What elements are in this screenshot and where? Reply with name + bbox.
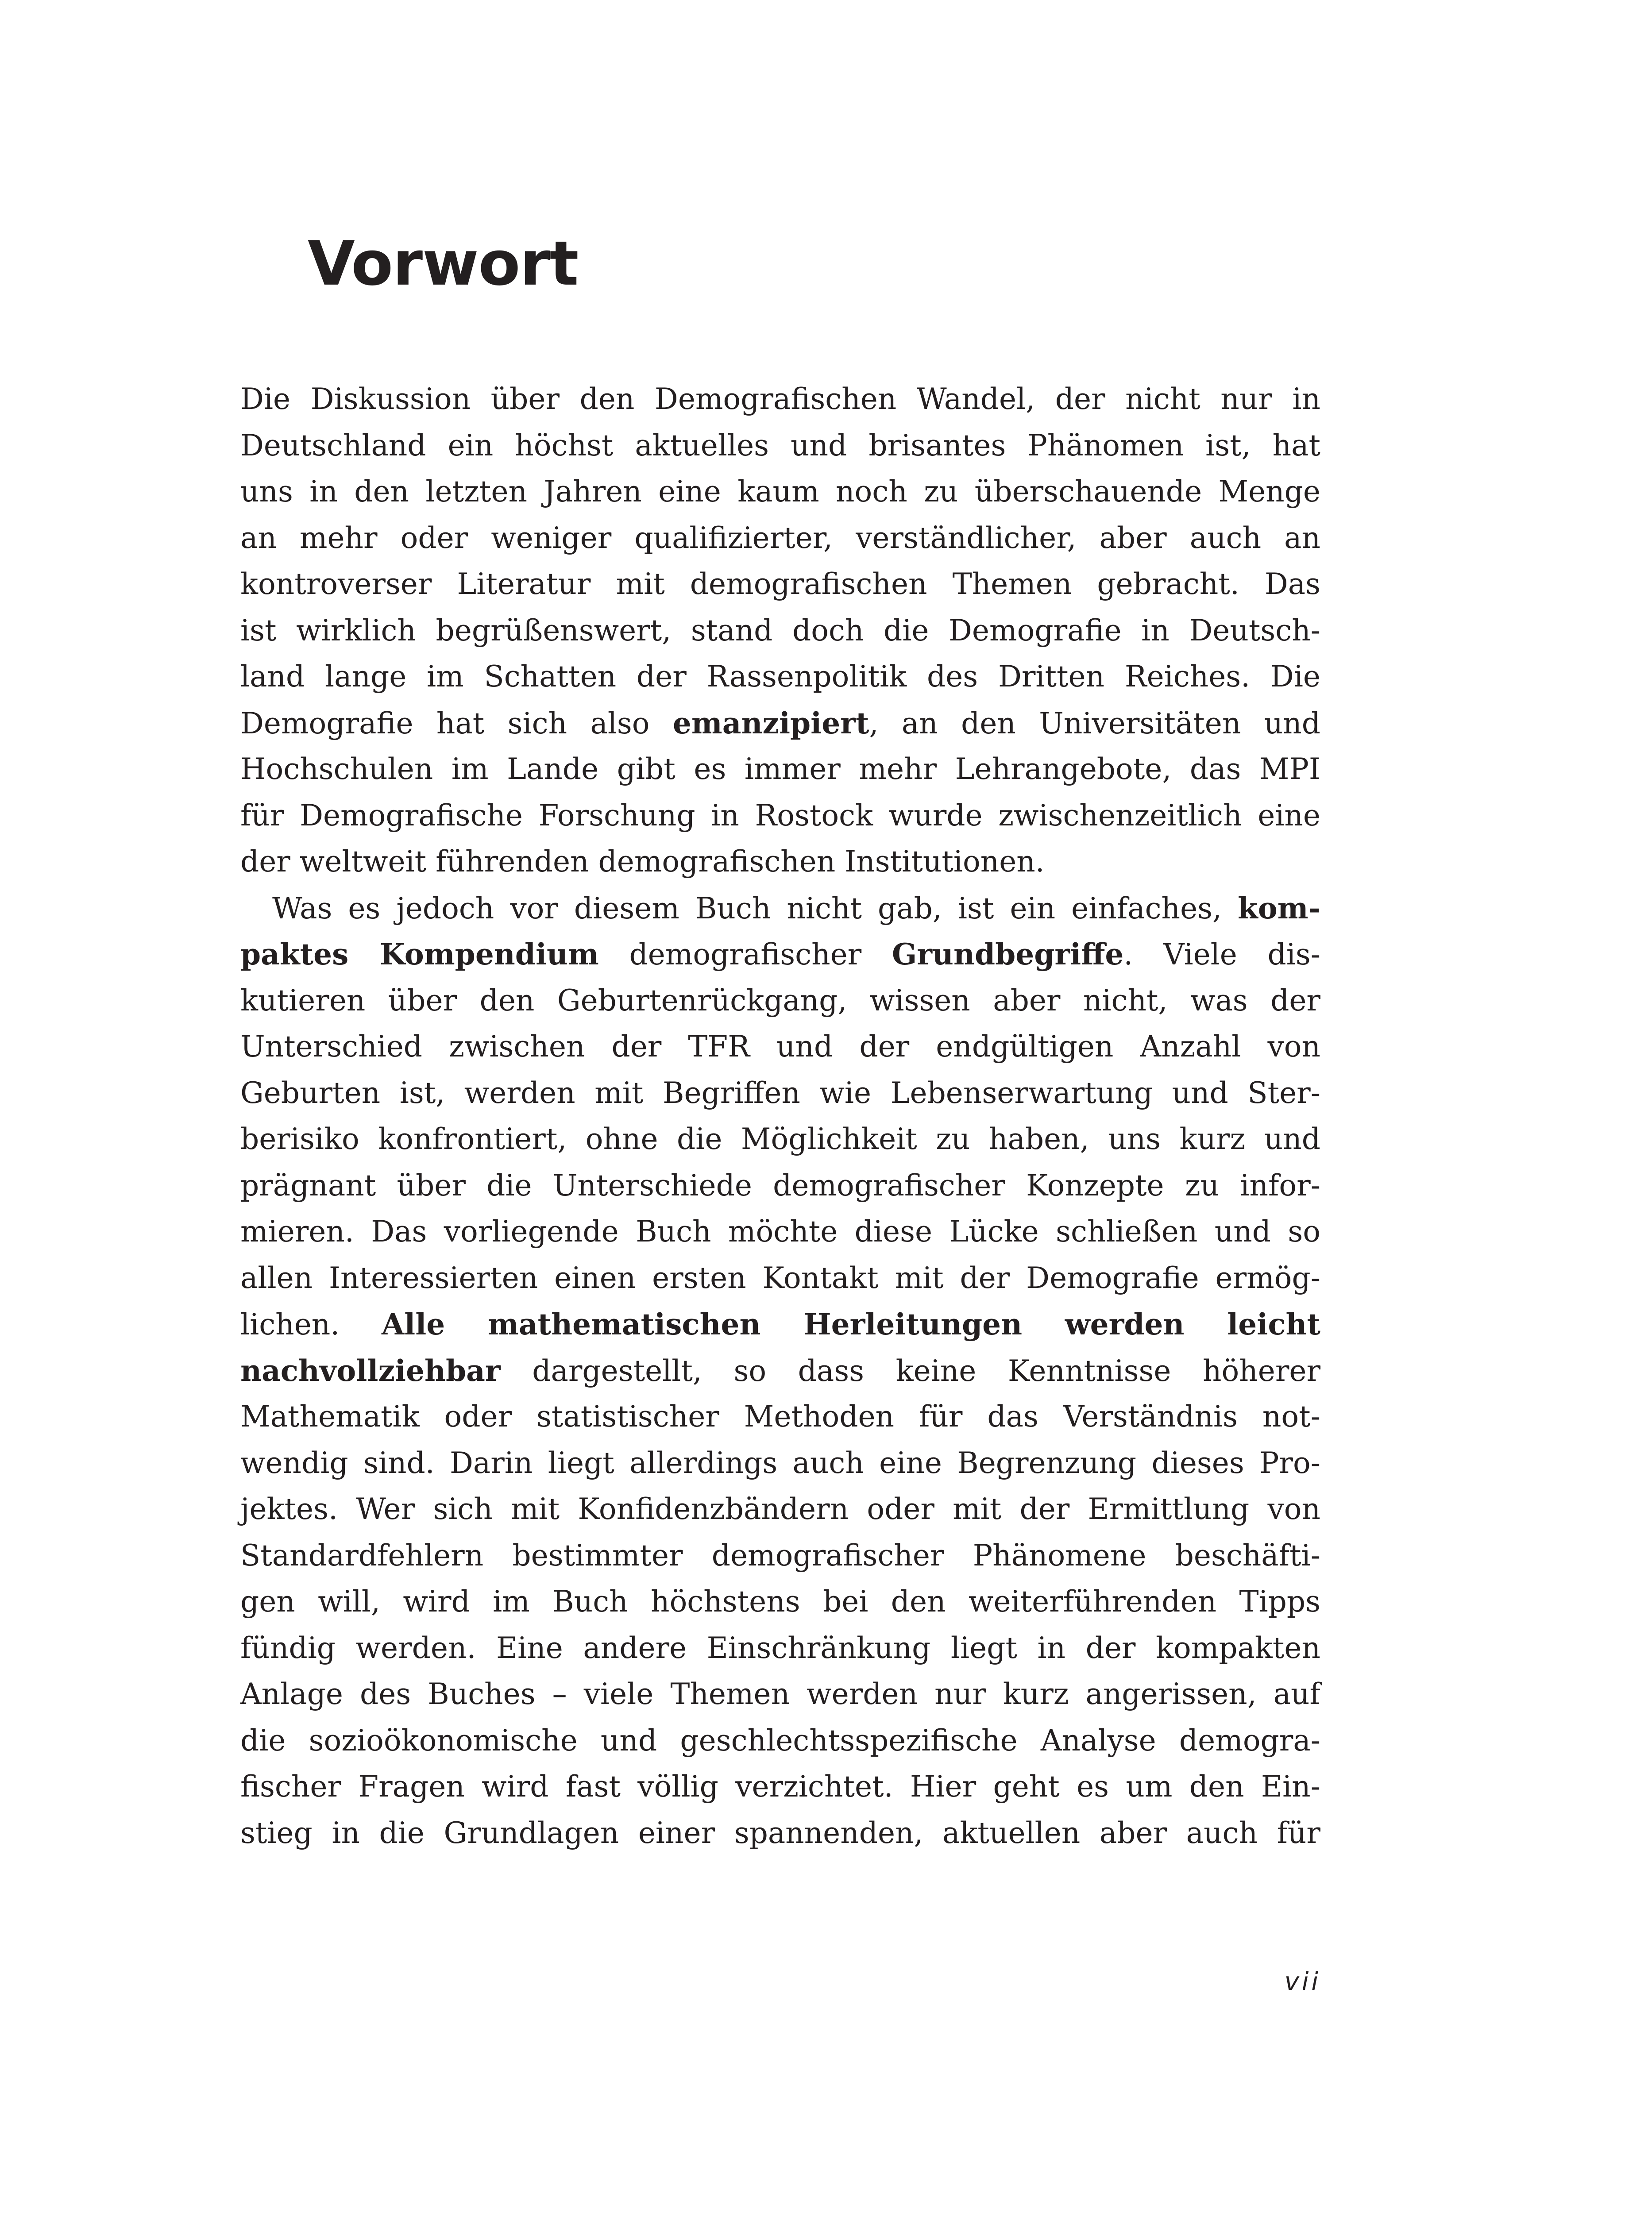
text-run: wendig sind. Darin liegt allerdings auch eine Begrenzung dieses Pro-	[240, 1446, 1320, 1480]
text-run: mieren. Das vorliegende Buch möchte diese Lücke schließen und so	[240, 1214, 1320, 1249]
text-line	[240, 1209, 1320, 1255]
text-line	[240, 1440, 1320, 1487]
text-run: Was es jedoch vor diesem Buch nicht gab, ist ein einfaches,	[272, 891, 1238, 925]
text-line	[240, 793, 1320, 839]
text-line	[240, 1255, 1320, 1302]
text-line	[240, 700, 1320, 747]
text-run: jektes. Wer sich mit Konfidenzbändern oder mit der Ermittlung von	[240, 1492, 1320, 1526]
text-line	[240, 376, 1320, 423]
text-line	[240, 1486, 1320, 1533]
bold-term: Alle mathematischen Herleitungen werden leicht	[381, 1307, 1320, 1342]
text-run: an mehr oder weniger qualifizierter, verständlicher, aber auch an	[240, 520, 1320, 555]
text-run: allen Interessierten einen ersten Kontakt mit der Demografie ermög-	[240, 1261, 1320, 1295]
text-line	[240, 1348, 1320, 1394]
chapter-title: Vorwort	[308, 228, 579, 299]
text-line	[240, 1718, 1320, 1764]
bold-term: kom-	[1238, 891, 1320, 925]
text-line	[240, 423, 1320, 469]
text-run: prägnant über die Unterschiede demografischer Konzepte zu infor-	[240, 1168, 1320, 1203]
text-run: die sozioökonomische und geschlechtsspezifische Analyse demogra-	[240, 1723, 1320, 1758]
text-run: gen will, wird im Buch höchstens bei den weiterführenden Tipps	[240, 1585, 1320, 1619]
text-line	[240, 1116, 1320, 1163]
text-line	[240, 654, 1320, 700]
text-run: demografischer	[598, 937, 892, 972]
bold-term: paktes Kompendium	[240, 937, 599, 972]
text-line	[240, 1671, 1320, 1718]
text-run: , an den Universitäten und	[869, 706, 1320, 740]
text-run: lichen.	[240, 1307, 382, 1342]
text-run: Hochschulen im Lande gibt es immer mehr Lehrangebote, das MPI	[240, 752, 1320, 786]
text-line	[240, 1024, 1320, 1070]
bold-term: nachvollziehbar	[240, 1353, 501, 1388]
text-run: fischer Fragen wird fast völlig verzichtet. Hier geht es um den Ein-	[240, 1770, 1320, 1804]
text-run: Deutschland ein höchst aktuelles und brisantes Phänomen ist, hat	[240, 428, 1320, 463]
text-run: Anlage des Buches – viele Themen werden nur kurz angerissen, auf	[240, 1677, 1320, 1711]
text-run: uns in den letzten Jahren eine kaum noch zu überschauende Menge	[240, 474, 1320, 509]
text-run: fündig werden. Eine andere Einschränkung liegt in der kompakten	[240, 1631, 1320, 1665]
text-line	[240, 1764, 1320, 1810]
text-run: Unterschied zwischen der TFR und der endgültigen Anzahl von	[240, 1029, 1320, 1064]
text-line	[240, 1394, 1320, 1440]
text-line	[240, 839, 1320, 885]
text-run: berisiko konfrontiert, ohne die Möglichkeit zu haben, uns kurz und	[240, 1122, 1320, 1156]
text-run: Die Diskussion über den Demografischen Wandel, der nicht nur in	[240, 382, 1320, 416]
preface-body-text	[240, 376, 1320, 1856]
text-line	[240, 469, 1320, 515]
text-line	[240, 978, 1320, 1024]
text-line	[240, 1070, 1320, 1117]
text-run: Demografie hat sich also	[240, 706, 673, 740]
text-line	[240, 1810, 1320, 1857]
text-run: der weltweit führenden demografischen Institutionen.	[240, 844, 1045, 879]
text-run: dargestellt, so dass keine Kenntnisse höherer	[500, 1353, 1320, 1388]
text-run: Standardfehlern bestimmter demografischer Phänomene beschäfti-	[240, 1538, 1320, 1573]
text-run: für Demografische Forschung in Rostock wurde zwischenzeitlich eine	[240, 798, 1320, 833]
text-line	[240, 1163, 1320, 1209]
text-line	[240, 608, 1320, 654]
text-line	[240, 1301, 1320, 1348]
text-line	[240, 746, 1320, 793]
text-run: stieg in die Grundlagen einer spannenden, aktuellen aber auch für	[240, 1816, 1320, 1850]
text-run: Geburten ist, werden mit Begriffen wie Lebenserwartung und Ster-	[240, 1076, 1320, 1110]
text-line	[240, 515, 1320, 562]
text-run: Mathematik oder statistischer Methoden für das Verständnis not-	[240, 1400, 1320, 1434]
bold-term: Grundbegriffe	[892, 937, 1124, 972]
text-line	[240, 1533, 1320, 1579]
text-line	[240, 1579, 1320, 1625]
text-run: kutieren über den Geburtenrückgang, wissen aber nicht, was der	[240, 983, 1320, 1018]
text-run: ist wirklich begrüßenswert, stand doch die Demografie in Deutsch-	[240, 613, 1320, 648]
text-run: kontroverser Literatur mit demografischen Themen gebracht. Das	[240, 567, 1320, 601]
text-line	[240, 885, 1320, 932]
text-line	[240, 931, 1320, 978]
text-run: . Viele dis-	[1123, 937, 1320, 972]
bold-term: emanzipiert	[672, 706, 869, 740]
text-run: land lange im Schatten der Rassenpolitik des Dritten Reiches. Die	[240, 659, 1320, 694]
page-number: vii	[1284, 1967, 1321, 1996]
text-line	[240, 1625, 1320, 1672]
text-line	[240, 561, 1320, 608]
